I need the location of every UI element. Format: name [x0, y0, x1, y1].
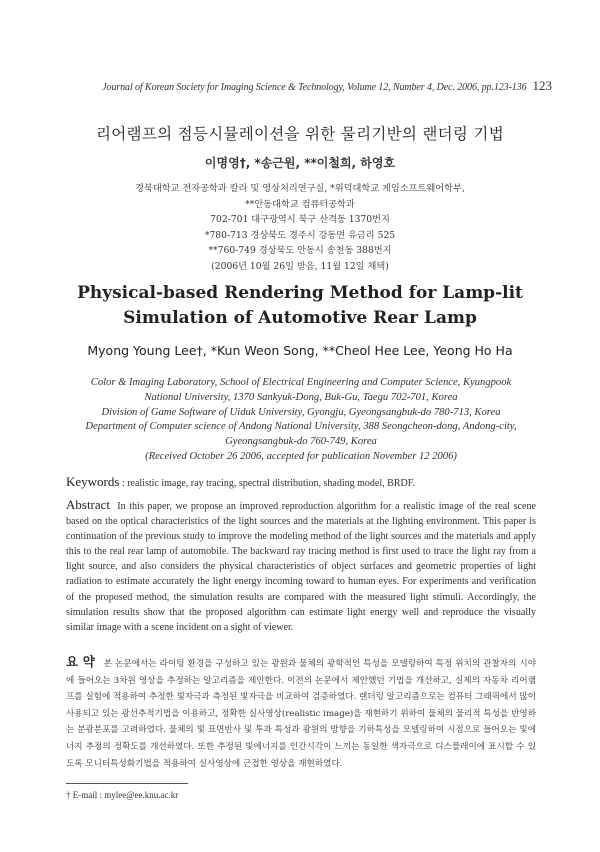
english-affiliation-line: National University, 1370 Sankyuk-Dong, Buk-Gu, Taegu 702-701, Korea [144, 391, 458, 403]
korean-affiliation-line: **안동대학교 컴퓨터공학과 [245, 198, 355, 210]
keywords-separator: : [121, 478, 125, 489]
running-header [60, 78, 552, 94]
keywords-label: Keywords [66, 474, 120, 489]
english-affiliation-line: Department of Computer science of Andong National University, 388 Seongcheon-dong, Andong-city, [85, 421, 517, 433]
korean-title: 리어램프의 점등시뮬레이션을 위한 물리기반의 랜더링 기법 [96, 125, 504, 143]
korean-abstract-text: 본 논문에서는 라이팅 환경을 구성하고 있는 광원과 물체의 광학적인 특성을 모델링하여 특정 위치의 관찰자의 시야에 들어오는 3차원 영상을 추정하는 알고리즘을 제안한다. 이전의 논문에서 제안했던 기법을 개선하고, 실제의 자동차 리어램프를 실험에 적용하여 추정한 빛자극과 측정된 빛자극을 비교하여 검증하였다. 랜더링 알고리즘으로는 컴퓨터 그래픽에서 많이 사용되고 있는 광선추적기법을 이용하고, 정확한 실사영상(realistic image)을 재현하기 위하여 물체의 물리적 특성을 반영하는 분광분포를 고려하였다. 물체의 빛 표면반사 및 투과 특성과 광원의 방향을 기하특성을 모델링하여 시점으로 들어오는 빛에너지 추정의 정확도를 개선하였다. 또한 추정된 빛에너지를 인간시각이 느끼는 동일한 색자극으로 디스플레이에 표시할 수 있도록 모니터특성화기법을 적용하여 실사영상에 근접한 영상을 재현하였다. [66, 659, 537, 769]
footnote [66, 790, 178, 800]
english-title-line: Simulation of Automotive Rear Lamp [123, 308, 477, 328]
korean-affiliation-line: *780-713 경상북도 경주시 강동면 유금리 525 [204, 229, 396, 241]
english-title [0, 281, 600, 331]
korean-authors: 이명영†, *송근원, **이철희, 하영호 [204, 156, 396, 170]
page-number: 123 [532, 78, 552, 93]
english-affiliation-line: Division of Game Software of Uiduk University, Gyongju, Gyeongsangbuk-do 780-713, Korea [101, 406, 501, 418]
korean-affiliation-line: 702-701 대구광역시 북구 산격동 1370번지 [210, 214, 390, 226]
korean-abstract [66, 654, 536, 772]
journal-citation: Journal of Korean Society for Imaging Science & Technology, Volume 12, Number 4, Dec. 2006, pp.123-136 [102, 82, 527, 93]
korean-received-dates: (2006년 10월 26일 받음, 11월 12일 채택) [211, 260, 389, 272]
abstract-text: In this paper, we propose an improved reproduction algorithm for a realistic image of the real scene based on the optical characteristics of the light sources and the materials at the lighting environment. This paper is continuation of the previous study to improve the modeling method of the light sources and the materials and apply this to the real rear lamp of automobile. The backward ray tracing method is first used to trace the light ray from a light source, and also considers the physical characteristics of object surfaces and geometric properties of light radiation to estimate accurately the light energy incoming toward to human eyes. For experiments and verification of the proposed method, the simulation results are compared with the measured light stimuli. Accordingly, the simulation results show that the proposed algorithm can estimate light energy well and reproduce the visually similar image with a scene incident on a sight of viewer. [66, 501, 536, 633]
footnote-email: E-mail : mylee@ee.knu.ac.kr [72, 790, 179, 800]
abstract-label: Abstract [66, 497, 111, 512]
footnote-divider [66, 783, 188, 784]
english-title-line: Physical-based Rendering Method for Lamp-lit [77, 283, 523, 303]
english-received-dates: (Received October 26 2006, accepted for publication November 12 2006) [145, 450, 457, 462]
english-affiliation-line: Gyeongsangbuk-do 760-749, Korea [225, 436, 377, 448]
footnote-marker: † [66, 790, 71, 800]
english-affiliations [66, 376, 536, 465]
korean-affiliation-line: 경북대학교 전자공학과 칼라 및 영상처리연구실, *위덕대학교 게임소프트웨어학부, [135, 183, 465, 194]
keywords [66, 474, 546, 490]
english-authors: Myong Young Lee†, *Kun Weon Song, **Cheol Hee Lee, Yeong Ho Ha [87, 343, 513, 358]
korean-affiliations [0, 181, 600, 275]
korean-affiliation-line: **760-749 경상북도 안동시 송천동 388번지 [208, 245, 392, 257]
keywords-text: realistic image, ray tracing, spectral distribution, shading model, BRDF. [127, 478, 415, 489]
korean-abstract-label: 요 약 [66, 654, 95, 669]
abstract [66, 497, 536, 635]
english-affiliation-line: Color & Imaging Laboratory, School of Electrical Engineering and Computer Science, Kyungpook [90, 377, 512, 388]
